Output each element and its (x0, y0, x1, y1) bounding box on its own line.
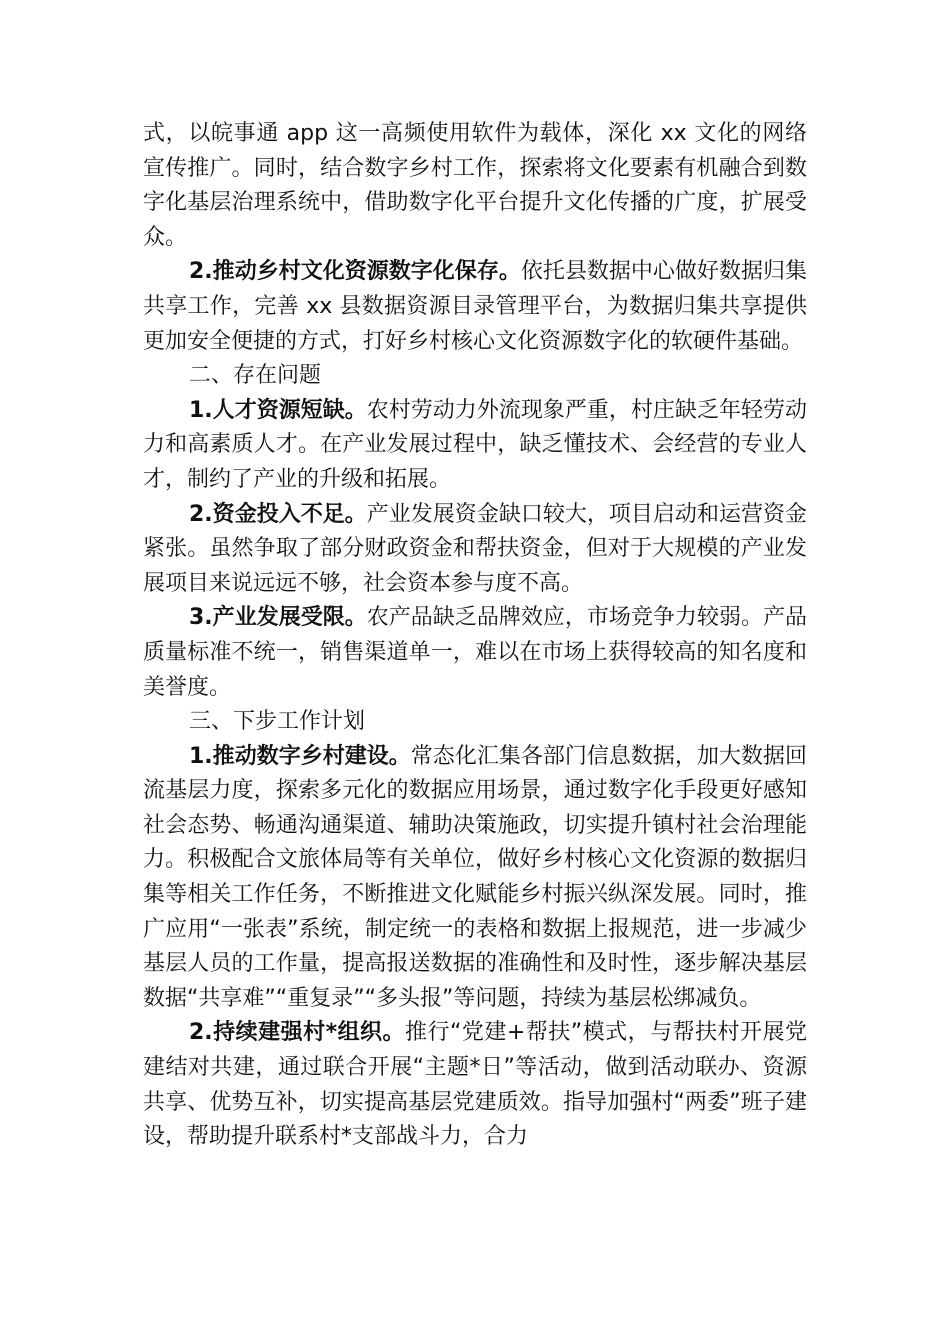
section-heading-text: 二、存在问题 (189, 363, 322, 389)
paragraph-digital-preservation (143, 255, 807, 359)
paragraph-text: 式，以皖事通 app 这一高频使用软件为载体，深化 xx 文化的网络宣传推广。同时，结合数字乡村工作，探索将文化要素有机融合到数字化基层治理系统中，借助数字化平台提升文化传播的广度，扩展受众。 (143, 121, 807, 250)
paragraph-heading: 2.推动乡村文化资源数字化保存。 (189, 259, 521, 285)
paragraph-digital-village (143, 740, 807, 1017)
paragraph-heading: 2.持续建强村*组织。 (189, 1020, 406, 1046)
paragraph-industry-limited (143, 601, 807, 705)
paragraph-text: 常态化汇集各部门信息数据，加大数据回流基层力度，探索多元化的数据应用场景，通过数字化手段更好感知社会态势、畅通沟通渠道、辅助决策施政，切实提升镇村社会治理能力。积极配合文旅体局等有关单位，做好乡村核心文化资源的数据归集等相关工作任务，不断推进文化赋能乡村振兴纵深发展。同时，推广应用“一张表”系统，制定统一的表格和数据上报规范，进一步减少基层人员的工作量，提高报送数据的准确性和及时性，逐步解决基层数据“共享难”“重复录”“多头报”等问题，持续为基层松绑减负。 (143, 743, 807, 1011)
paragraph-talent-shortage (143, 394, 807, 498)
paragraph-text: 农产品缺乏品牌效应，市场竞争力较弱。产品质量标准不统一，销售渠道单一，难以在市场上获得较高的知名度和美誉度。 (143, 605, 807, 700)
paragraph-text: 依托县数据中心做好数据归集共享工作，完善 xx 县数据资源目录管理平台，为数据归集共享提供更加安全便捷的方式，打好乡村核心文化资源数字化的软硬件基础。 (143, 259, 807, 354)
paragraph-heading: 1.人才资源短缺。 (189, 397, 367, 423)
section-heading-problems (143, 359, 807, 394)
paragraph-heading: 1.推动数字乡村建设。 (189, 743, 411, 769)
paragraph-heading: 2.资金投入不足。 (189, 501, 367, 527)
document-body (143, 117, 807, 1155)
section-heading-next-steps (143, 705, 807, 740)
paragraph-continuation (143, 117, 807, 255)
paragraph-text: 推行“党建+帮扶”模式，与帮扶村开展党建结对共建，通过联合开展“主题*日”等活动，做到活动联办、资源共享、优势互补，切实提高基层党建质效。指导加强村“两委”班子建设，帮助提升联系村*支部战斗力，合力 (143, 1020, 807, 1150)
paragraph-text: 农村劳动力外流现象严重，村庄缺乏年轻劳动力和高素质人才。在产业发展过程中，缺乏懂技术、会经营的专业人才，制约了产业的升级和拓展。 (143, 397, 807, 492)
paragraph-heading: 3.产业发展受限。 (189, 605, 367, 631)
section-heading-text: 三、下步工作计划 (189, 709, 366, 735)
paragraph-village-organization (143, 1016, 807, 1154)
paragraph-funding-shortage (143, 498, 807, 602)
paragraph-text: 产业发展资金缺口较大，项目启动和运营资金紧张。虽然争取了部分财政资金和帮扶资金，但对于大规模的产业发展项目来说远远不够，社会资本参与度不高。 (143, 501, 807, 596)
